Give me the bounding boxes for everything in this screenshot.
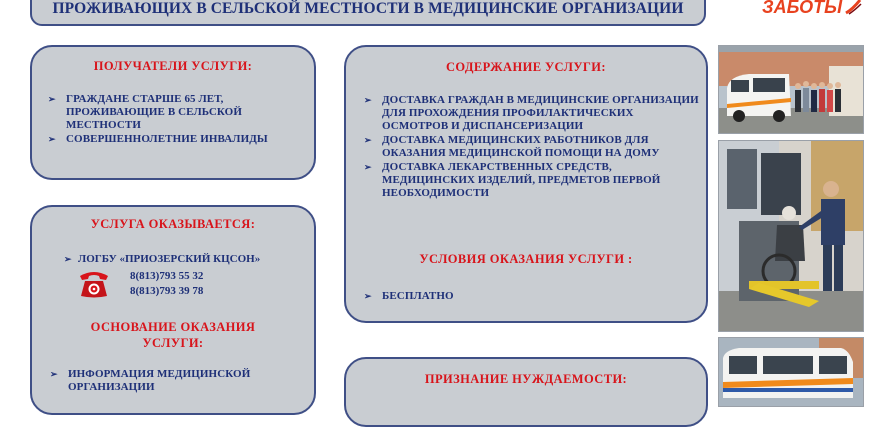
conditions-list [362,290,702,303]
brand-text: ЗАБОТЫ [762,0,843,17]
conditions-title: УСЛОВИЯ ОКАЗАНИЯ УСЛУГИ : [419,252,633,266]
list-item [362,290,702,303]
arrow-bullet-icon: ➢ [48,94,56,104]
basis-label: ИНФОРМАЦИЯ МЕДИЦИНСКОЙ ОРГАНИЗАЦИИ [68,368,251,393]
content-title: СОДЕРЖАНИЕ УСЛУГИ: [446,60,606,74]
content-label: ДОСТАВКА ЛЕКАРСТВЕННЫХ СРЕДСТВ, МЕДИЦИНСКИХ ИЗДЕЛИЙ, ПРЕДМЕТОВ ПЕРВОЙ НЕОБХОДИМОСТИ [382,161,661,199]
basis-title-line: ОСНОВАНИЕ ОКАЗАНИЯ [90,320,256,334]
recipients-panel [30,45,316,180]
header-banner [30,0,706,26]
arrow-bullet-icon: ➢ [364,162,372,172]
list-item [46,93,308,132]
phone-numbers [130,269,203,299]
photo-van-group [718,45,864,134]
recipient-label: СОВЕРШЕННОЛЕТНИЕ ИНВАЛИДЫ [66,133,268,145]
content-list [362,94,702,201]
arrow-bullet-icon: ➢ [64,254,72,264]
content-label: ДОСТАВКА МЕДИЦИНСКИХ РАБОТНИКОВ ДЛЯ ОКАЗАНИЯ МЕДИЦИНСКОЙ ПОМОЩИ НА ДОМУ [382,134,660,159]
provider-panel [30,205,316,415]
red-swoosh-icon [844,0,862,15]
phone-number: 8(813)793 39 78 [130,285,204,297]
content-panel [344,45,708,323]
basis-list [48,368,310,394]
arrow-bullet-icon: ➢ [364,291,372,301]
list-item [46,133,308,146]
provider-title: УСЛУГА ОКАЗЫВАЕТСЯ: [90,217,256,231]
list-item [362,134,702,160]
condition-label: БЕСПЛАТНО [382,290,454,302]
recipients-title: ПОЛУЧАТЕЛИ УСЛУГИ: [93,59,253,73]
header-title: ПРОЖИВАЮЩИХ В СЕЛЬСКОЙ МЕСТНОСТИ В МЕДИЦИНСКИЕ ОРГАНИЗАЦИИ [52,0,684,17]
need-title: ПРИЗНАНИЕ НУЖДАЕМОСТИ: [424,372,628,386]
arrow-bullet-icon: ➢ [364,135,372,145]
list-item [362,94,702,133]
arrow-bullet-icon: ➢ [364,95,372,105]
provider-org [64,253,304,266]
list-item [362,161,702,200]
brand-logo [762,0,870,20]
basis-title [32,319,314,351]
basis-title-line: УСЛУГИ: [142,336,204,350]
recipients-list [46,93,308,147]
content-label: ДОСТАВКА ГРАЖДАН В МЕДИЦИНСКИЕ ОРГАНИЗАЦИИ ДЛЯ ПРОХОЖДЕНИЯ ПРОФИЛАКТИЧЕСКИХ ОСМОТРОВ И ДИСПАНСЕРИЗАЦИИ [382,94,699,132]
need-panel [344,357,708,427]
photo-wheelchair-lift [718,140,864,332]
red-telephone-icon [76,267,112,299]
recipient-label: ГРАЖДАНЕ СТАРШЕ 65 ЛЕТ, ПРОЖИВАЮЩИЕ В СЕЛЬСКОЙ МЕСТНОСТИ [66,93,242,131]
list-item [48,368,310,394]
arrow-bullet-icon: ➢ [50,369,58,379]
photo-van-side [718,337,864,407]
arrow-bullet-icon: ➢ [48,134,56,144]
org-name: ЛОГБУ «ПРИОЗЕРСКИЙ КЦСОН» [78,253,261,265]
phone-number: 8(813)793 55 32 [130,270,204,282]
